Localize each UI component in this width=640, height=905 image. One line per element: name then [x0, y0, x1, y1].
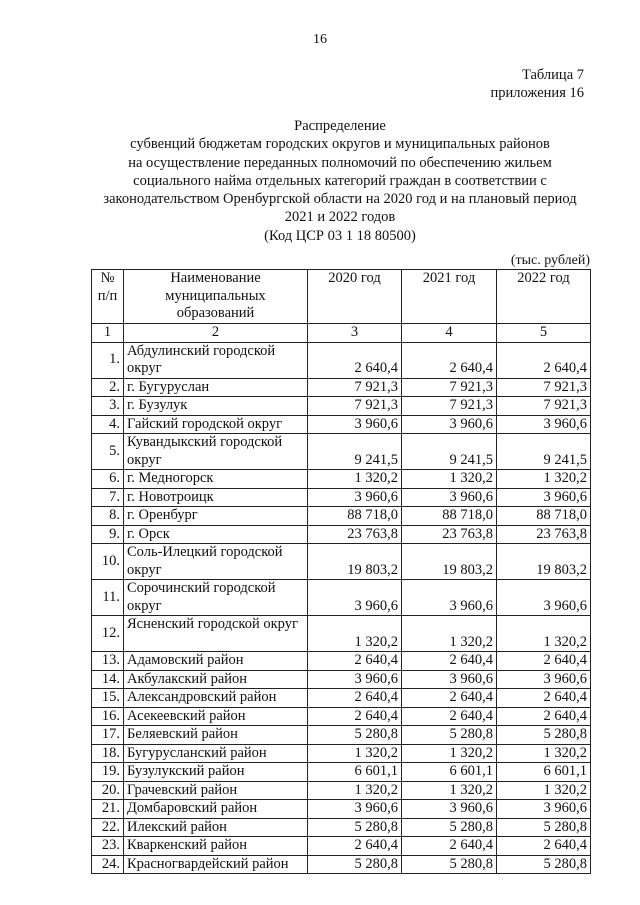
value-2020: 3 960,6: [308, 670, 402, 689]
table-row: [92, 744, 591, 763]
column-number: 4: [402, 324, 497, 343]
table-row: [92, 616, 591, 652]
value-2022: 9 241,5: [497, 434, 591, 470]
value-2020: 9 241,5: [308, 434, 402, 470]
value-2021: 9 241,5: [402, 434, 497, 470]
table-row: [92, 763, 591, 782]
municipality-name: Сорочинский городской округ: [124, 580, 308, 616]
row-number: 9.: [92, 525, 124, 544]
value-2021: 7 921,3: [402, 378, 497, 397]
column-number-row: [92, 324, 591, 343]
header-2020: 2020 год: [308, 270, 402, 324]
value-2020: 3 960,6: [308, 800, 402, 819]
row-number: 5.: [92, 434, 124, 470]
table-row: [92, 781, 591, 800]
value-2022: 19 803,2: [497, 544, 591, 580]
value-2021: 2 640,4: [402, 342, 497, 378]
value-2022: 5 280,8: [497, 855, 591, 874]
municipality-name: Бузулукский район: [124, 763, 308, 782]
value-2021: 1 320,2: [402, 616, 497, 652]
municipality-name: Александровский район: [124, 689, 308, 708]
value-2020: 88 718,0: [308, 507, 402, 526]
row-number: 14.: [92, 670, 124, 689]
value-2022: 5 280,8: [497, 726, 591, 745]
title-line: на осуществление переданных полномочий по обеспечению жильем: [128, 154, 552, 171]
table-row: [92, 707, 591, 726]
value-2021: 5 280,8: [402, 855, 497, 874]
table-row: [92, 470, 591, 489]
value-2022: 3 960,6: [497, 800, 591, 819]
value-2020: 1 320,2: [308, 781, 402, 800]
table-row: [92, 342, 591, 378]
value-2021: 7 921,3: [402, 397, 497, 416]
value-2020: 2 640,4: [308, 837, 402, 856]
municipality-name: Красногвардейский район: [124, 855, 308, 874]
row-number: 1.: [92, 342, 124, 378]
title-line: 2021 и 2022 годов: [284, 209, 396, 226]
value-2021: 2 640,4: [402, 689, 497, 708]
row-number: 23.: [92, 837, 124, 856]
value-2020: 5 280,8: [308, 818, 402, 837]
value-2020: 3 960,6: [308, 580, 402, 616]
row-number: 2.: [92, 378, 124, 397]
table-reference: [491, 66, 584, 102]
table-row: [92, 378, 591, 397]
row-number: 4.: [92, 415, 124, 434]
municipality-name: Илекский район: [124, 818, 308, 837]
value-2021: 3 960,6: [402, 415, 497, 434]
municipality-name: Гайский городской округ: [124, 415, 308, 434]
value-2020: 2 640,4: [308, 342, 402, 378]
municipality-name: Бугурусланский район: [124, 744, 308, 763]
value-2021: 23 763,8: [402, 525, 497, 544]
municipality-name: Акбулакский район: [124, 670, 308, 689]
table-row: [92, 415, 591, 434]
units-label: (тыс. рублей): [510, 253, 590, 268]
value-2021: 5 280,8: [402, 818, 497, 837]
table-row: [92, 670, 591, 689]
value-2022: 3 960,6: [497, 580, 591, 616]
value-2022: 2 640,4: [497, 689, 591, 708]
municipality-name: Асекеевский район: [124, 707, 308, 726]
value-2020: 6 601,1: [308, 763, 402, 782]
municipality-name: Грачевский район: [124, 781, 308, 800]
value-2022: 2 640,4: [497, 837, 591, 856]
municipality-name: Домбаровский район: [124, 800, 308, 819]
municipality-name: Беляевский район: [124, 726, 308, 745]
row-number: 24.: [92, 855, 124, 874]
table-row: [92, 434, 591, 470]
municipality-name: Адамовский район: [124, 652, 308, 671]
value-2020: 2 640,4: [308, 652, 402, 671]
value-2020: 1 320,2: [308, 616, 402, 652]
row-number: 6.: [92, 470, 124, 489]
document-title: [80, 117, 600, 245]
value-2022: 23 763,8: [497, 525, 591, 544]
row-number: 18.: [92, 744, 124, 763]
value-2021: 3 960,6: [402, 488, 497, 507]
value-2021: 3 960,6: [402, 670, 497, 689]
value-2022: 7 921,3: [497, 378, 591, 397]
value-2021: 1 320,2: [402, 744, 497, 763]
value-2022: 1 320,2: [497, 781, 591, 800]
table-header-row: [92, 270, 591, 324]
value-2021: 2 640,4: [402, 707, 497, 726]
row-number: 19.: [92, 763, 124, 782]
value-2022: 6 601,1: [497, 763, 591, 782]
value-2020: 2 640,4: [308, 689, 402, 708]
table-row: [92, 580, 591, 616]
table-row: [92, 726, 591, 745]
value-2020: 2 640,4: [308, 707, 402, 726]
value-2021: 5 280,8: [402, 726, 497, 745]
table-row: [92, 397, 591, 416]
municipality-name: Соль-Илецкий городской округ: [124, 544, 308, 580]
value-2022: 88 718,0: [497, 507, 591, 526]
value-2020: 7 921,3: [308, 397, 402, 416]
table-row: [92, 689, 591, 708]
municipality-name: г. Бузулук: [124, 397, 308, 416]
municipality-name: Абдулинский городской округ: [124, 342, 308, 378]
value-2022: 3 960,6: [497, 488, 591, 507]
municipality-name: г. Орск: [124, 525, 308, 544]
value-2021: 2 640,4: [402, 837, 497, 856]
title-line: социального найма отдельных категорий граждан в соответствии с: [133, 172, 547, 189]
municipality-name: г. Оренбург: [124, 507, 308, 526]
table-row: [92, 652, 591, 671]
municipality-name: г. Новотроицк: [124, 488, 308, 507]
municipality-name: г. Медногорск: [124, 470, 308, 489]
value-2020: 5 280,8: [308, 855, 402, 874]
value-2020: 7 921,3: [308, 378, 402, 397]
value-2022: 2 640,4: [497, 342, 591, 378]
header-name: Наименование муниципальных образований: [124, 270, 308, 324]
value-2021: 3 960,6: [402, 800, 497, 819]
municipality-name: Кваркенский район: [124, 837, 308, 856]
row-number: 20.: [92, 781, 124, 800]
value-2022: 1 320,2: [497, 616, 591, 652]
value-2022: 3 960,6: [497, 670, 591, 689]
value-2020: 19 803,2: [308, 544, 402, 580]
row-number: 17.: [92, 726, 124, 745]
value-2021: 19 803,2: [402, 544, 497, 580]
value-2020: 3 960,6: [308, 488, 402, 507]
title-line: Распределение: [294, 118, 386, 134]
row-number: 8.: [92, 507, 124, 526]
value-2022: 1 320,2: [497, 744, 591, 763]
column-number: 2: [124, 324, 308, 343]
value-2022: 3 960,6: [497, 415, 591, 434]
header-number: № п/п: [92, 270, 124, 324]
value-2021: 88 718,0: [402, 507, 497, 526]
title-line: (Код ЦСР 03 1 18 80500): [264, 227, 416, 244]
table-row: [92, 855, 591, 874]
table-ref-line: Таблица 7: [521, 67, 584, 83]
value-2021: 2 640,4: [402, 652, 497, 671]
municipality-name: Ясненский городской округ: [124, 616, 308, 652]
table-row: [92, 837, 591, 856]
page-number: 16: [313, 32, 327, 47]
column-number: 3: [308, 324, 402, 343]
table-row: [92, 800, 591, 819]
table-row: [92, 488, 591, 507]
column-number: 1: [92, 324, 124, 343]
value-2021: 3 960,6: [402, 580, 497, 616]
table-row: [92, 525, 591, 544]
table-row: [92, 818, 591, 837]
row-number: 16.: [92, 707, 124, 726]
row-number: 22.: [92, 818, 124, 837]
value-2022: 2 640,4: [497, 652, 591, 671]
table-body: [92, 342, 591, 874]
value-2020: 23 763,8: [308, 525, 402, 544]
distribution-table: [91, 269, 591, 874]
municipality-name: Кувандыкский городской округ: [124, 434, 308, 470]
header-2022: 2022 год: [497, 270, 591, 324]
row-number: 21.: [92, 800, 124, 819]
table-ref-line: приложения 16: [490, 85, 584, 101]
value-2020: 5 280,8: [308, 726, 402, 745]
row-number: 13.: [92, 652, 124, 671]
row-number: 11.: [92, 580, 124, 616]
value-2021: 6 601,1: [402, 763, 497, 782]
row-number: 3.: [92, 397, 124, 416]
value-2022: 1 320,2: [497, 470, 591, 489]
column-number: 5: [497, 324, 591, 343]
value-2022: 7 921,3: [497, 397, 591, 416]
value-2022: 5 280,8: [497, 818, 591, 837]
value-2021: 1 320,2: [402, 781, 497, 800]
table-row: [92, 507, 591, 526]
table-row: [92, 544, 591, 580]
municipality-name: г. Бугуруслан: [124, 378, 308, 397]
value-2020: 1 320,2: [308, 744, 402, 763]
row-number: 15.: [92, 689, 124, 708]
title-line: законодательством Оренбургской области на 2020 год и на плановый период: [103, 191, 577, 208]
value-2020: 1 320,2: [308, 470, 402, 489]
header-2021: 2021 год: [402, 270, 497, 324]
title-line: субвенций бюджетам городских округов и муниципальных районов: [130, 136, 550, 153]
row-number: 10.: [92, 544, 124, 580]
row-number: 12.: [92, 616, 124, 652]
value-2022: 2 640,4: [497, 707, 591, 726]
value-2020: 3 960,6: [308, 415, 402, 434]
row-number: 7.: [92, 488, 124, 507]
value-2021: 1 320,2: [402, 470, 497, 489]
